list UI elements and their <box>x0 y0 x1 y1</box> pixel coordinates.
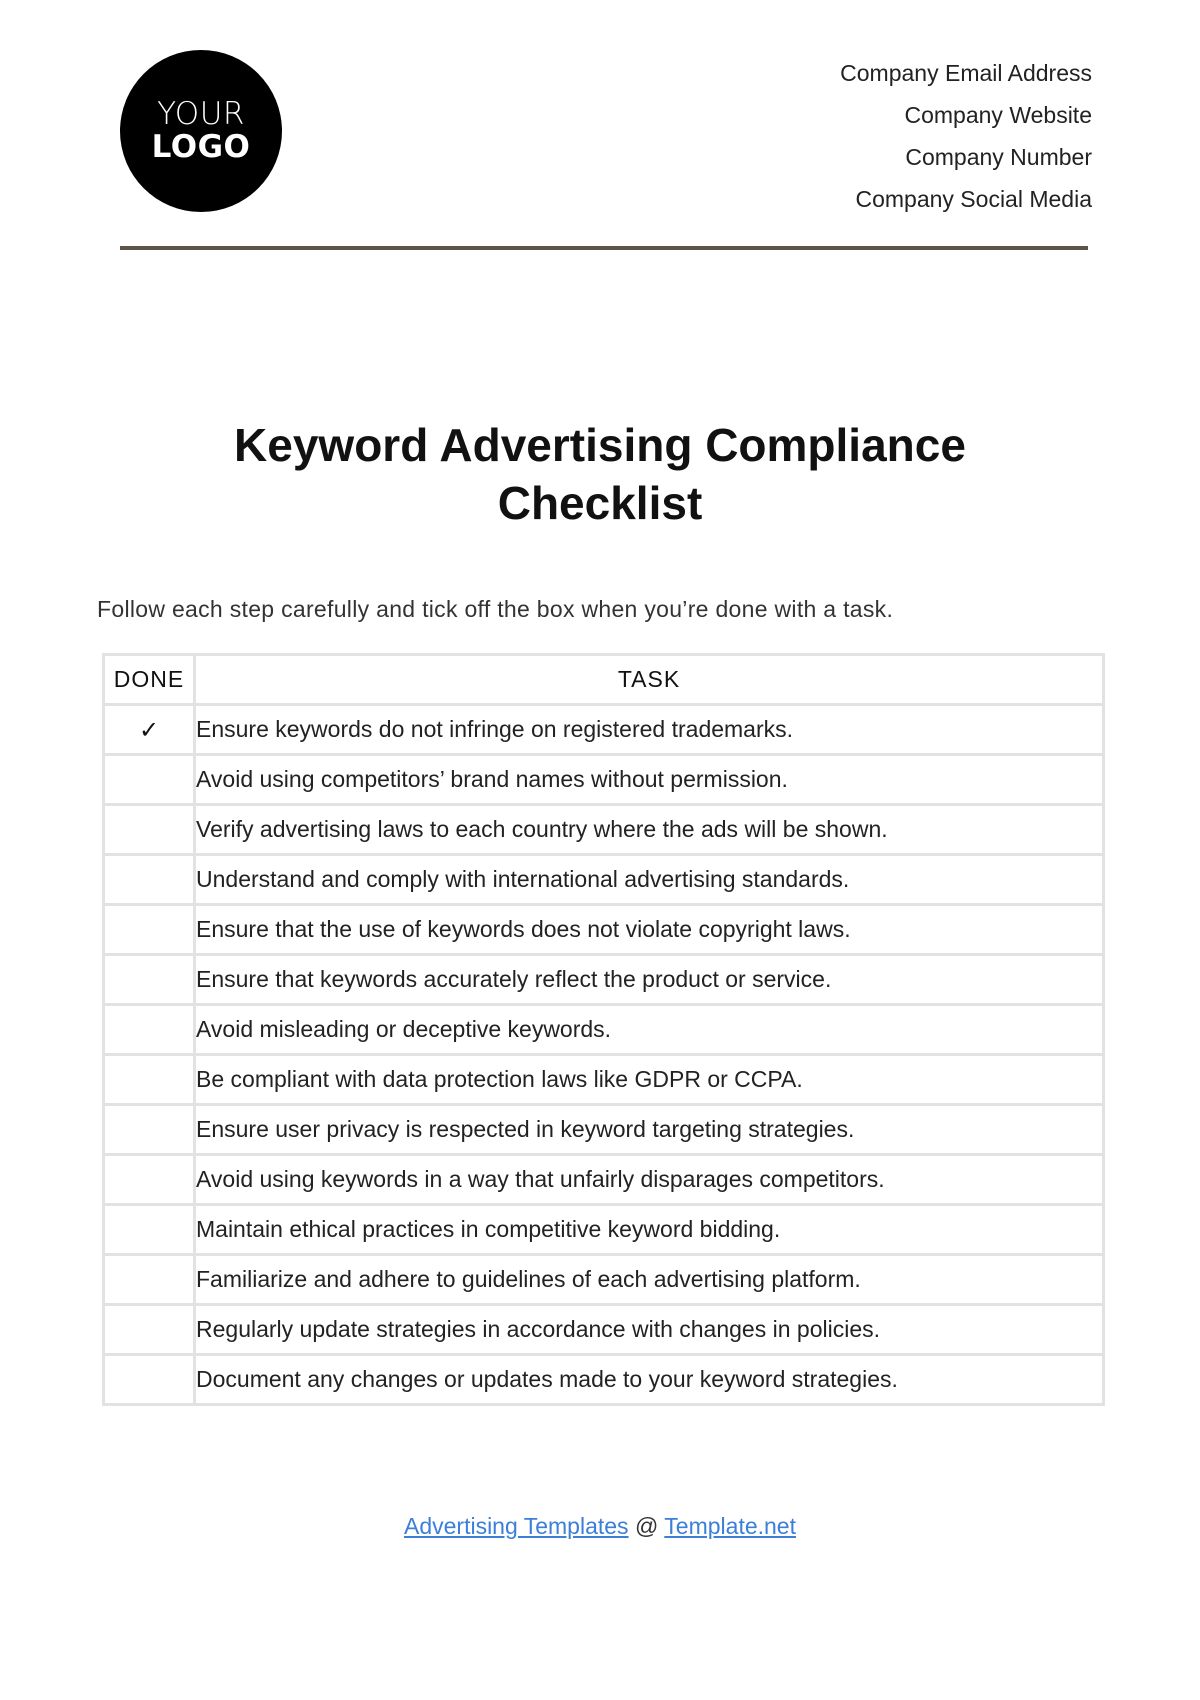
task-cell: Avoid using competitors’ brand names without permission. <box>195 755 1104 805</box>
done-column-header: DONE <box>104 655 195 705</box>
company-social-media: Company Social Media <box>855 186 1092 212</box>
table-row <box>104 1155 1104 1205</box>
task-cell: Regularly update strategies in accordance with changes in policies. <box>195 1305 1104 1355</box>
task-column-header: TASK <box>195 655 1104 705</box>
company-logo <box>120 50 282 212</box>
done-checkbox-cell[interactable] <box>104 955 195 1005</box>
logo-text-your: YOUR <box>157 96 245 133</box>
table-row <box>104 1005 1104 1055</box>
done-checkbox-cell[interactable] <box>104 855 195 905</box>
task-cell: Familiarize and adhere to guidelines of each advertising platform. <box>195 1255 1104 1305</box>
done-checkbox-cell[interactable] <box>104 705 195 755</box>
task-cell: Ensure keywords do not infringe on registered trademarks. <box>195 705 1104 755</box>
done-checkbox-cell[interactable] <box>104 1155 195 1205</box>
page-title-line-2: Checklist <box>497 477 703 529</box>
page-title <box>0 416 1200 532</box>
task-cell: Verify advertising laws to each country where the ads will be shown. <box>195 805 1104 855</box>
task-cell: Ensure user privacy is respected in keyword targeting strategies. <box>195 1105 1104 1155</box>
table-row <box>104 1255 1104 1305</box>
table-row <box>104 1205 1104 1255</box>
company-number: Company Number <box>905 144 1092 170</box>
table-row <box>104 805 1104 855</box>
task-cell: Document any changes or updates made to your keyword strategies. <box>195 1355 1104 1405</box>
task-cell: Be compliant with data protection laws like GDPR or CCPA. <box>195 1055 1104 1105</box>
done-checkbox-cell[interactable] <box>104 1355 195 1405</box>
task-cell: Avoid using keywords in a way that unfairly disparages competitors. <box>195 1155 1104 1205</box>
compliance-checklist-table <box>102 653 1105 1406</box>
checkmark-icon: ✓ <box>138 715 160 744</box>
company-info <box>840 52 1092 220</box>
done-checkbox-cell[interactable] <box>104 1255 195 1305</box>
table-row <box>104 755 1104 805</box>
done-checkbox-cell[interactable] <box>104 755 195 805</box>
done-checkbox-cell[interactable] <box>104 905 195 955</box>
footer <box>0 1513 1200 1540</box>
footer-separator: @ <box>634 1513 659 1539</box>
task-cell: Avoid misleading or deceptive keywords. <box>195 1005 1104 1055</box>
done-checkbox-cell[interactable] <box>104 1055 195 1105</box>
table-row <box>104 855 1104 905</box>
header-divider <box>120 246 1088 250</box>
template-net-link[interactable]: Template.net <box>664 1513 796 1539</box>
page-title-line-1: Keyword Advertising Compliance <box>234 419 966 471</box>
done-checkbox-cell[interactable] <box>104 1305 195 1355</box>
table-row <box>104 1105 1104 1155</box>
logo-text-logo: LOGO <box>151 129 251 165</box>
advertising-templates-link[interactable]: Advertising Templates <box>403 1513 629 1539</box>
task-cell: Maintain ethical practices in competitive keyword bidding. <box>195 1205 1104 1255</box>
done-checkbox-cell[interactable] <box>104 1005 195 1055</box>
done-checkbox-cell[interactable] <box>104 1205 195 1255</box>
intro-text: Follow each step carefully and tick off the box when you’re done with a task. <box>97 596 894 622</box>
table-row <box>104 905 1104 955</box>
table-row <box>104 1055 1104 1105</box>
table-row <box>104 1355 1104 1405</box>
task-cell: Ensure that keywords accurately reflect the product or service. <box>195 955 1104 1005</box>
done-checkbox-cell[interactable] <box>104 805 195 855</box>
task-cell: Ensure that the use of keywords does not violate copyright laws. <box>195 905 1104 955</box>
table-row <box>104 705 1104 755</box>
table-header-row <box>104 655 1104 705</box>
table-row <box>104 955 1104 1005</box>
done-checkbox-cell[interactable] <box>104 1105 195 1155</box>
company-website: Company Website <box>904 102 1092 128</box>
task-cell: Understand and comply with international advertising standards. <box>195 855 1104 905</box>
company-email: Company Email Address <box>840 60 1092 86</box>
table-row <box>104 1305 1104 1355</box>
checklist-body <box>104 705 1104 1405</box>
